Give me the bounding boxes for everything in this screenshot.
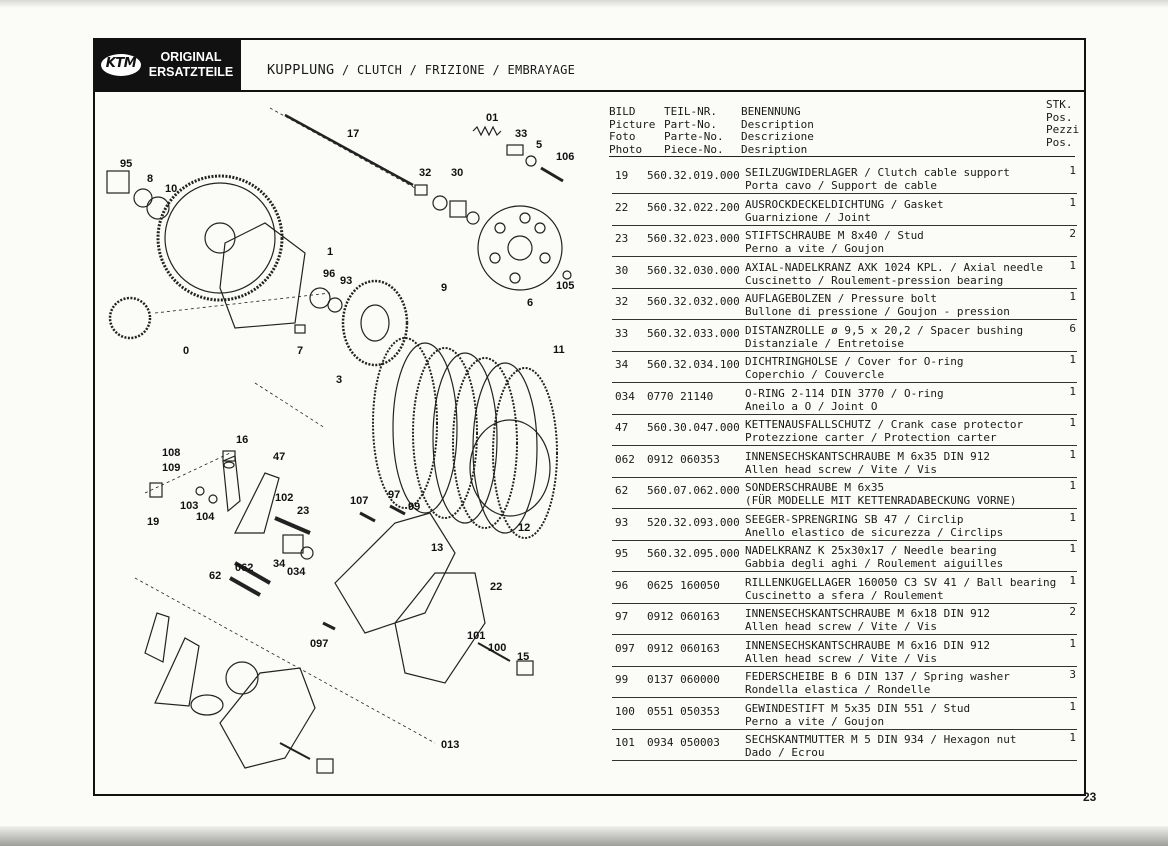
parts-row [612,510,1082,542]
clutch-plate-pack [373,338,557,538]
part-number: 560.32.034.100 [647,358,740,371]
part-number: 0770 21140 [647,389,714,403]
washer-104 [209,495,217,503]
part-quantity: 1 [1069,510,1076,524]
inner-hub-3 [343,281,407,365]
parts-list [612,163,1082,762]
part-number: 0912 060163 [647,610,720,623]
pressure-bolt-32 [415,185,427,195]
needle-bearing-95 [107,171,129,193]
callout-0: 0 [183,345,190,357]
callout-01: 01 [486,112,499,124]
part-description: INNENSECHSKANTSCHRAUBE M 6x18 DIN 912 [745,607,991,620]
callout-15: 15 [517,651,530,663]
part-quantity: 1 [1069,384,1076,398]
callout-6: 6 [527,297,534,309]
part-picture-number: 22 [615,200,629,214]
clutch-basket-1 [220,223,305,328]
part-description: SONDERSCHRAUBE M 6x35 [745,481,885,494]
part-description-translation: Anello elastico de sicurezza / Circlips [745,525,1004,539]
callout-10: 10 [165,183,178,195]
callout-1: 1 [327,246,334,258]
part-description: AUFLAGEBOLZEN / Pressure bolt [745,292,938,305]
part-picture-number: 62 [615,484,629,497]
parts-row [612,636,1082,668]
part-description-translation: Guarnizione / Joint [745,210,871,224]
part-description: DICHTRINGHOLSE / Cover for O-ring [745,355,964,368]
part-picture-number: 93 [615,515,629,529]
part-description-translation: Gabbia degli aghi / Roulement aiguilles [745,557,1004,570]
part-quantity: 1 [1069,542,1076,555]
part-quantity: 2 [1069,227,1076,240]
part-number: 0912 060163 [647,641,720,655]
part-quantity: 6 [1069,321,1076,335]
parts-row [612,573,1082,605]
logo-brand: KTM [105,56,137,71]
callout-8: 8 [147,173,154,185]
part-description: NADELKRANZ K 25x30x17 / Needle bearing [745,544,997,557]
part-quantity: 1 [1069,479,1076,492]
callout-62: 62 [209,570,222,582]
part-quantity: 1 [1069,258,1076,272]
oring-cover-34 [283,535,303,553]
parts-row [612,541,1082,573]
parts-row [612,447,1082,479]
callout-7: 7 [297,345,304,357]
callout-13: 13 [431,542,444,554]
part-description: FEDERSCHEIBE B 6 DIN 137 / Spring washer [745,670,1010,683]
oring-cover-lower [191,695,223,715]
bolt-106 [541,168,563,181]
part-description: DISTANZROLLE ø 9,5 x 20,2 / Spacer bushing [745,323,1024,337]
stud-lower [280,743,310,759]
callout-104: 104 [196,511,215,523]
part-description: STIFTSCHRAUBE M 8x40 / Stud [745,229,924,242]
part-picture-number: 23 [615,232,629,245]
callout-33: 33 [515,128,528,140]
part-description-translation: Allen head screw / Vite / Vis [745,620,938,633]
part-description: INNENSECHSKANTSCHRAUBE M 6x16 DIN 912 [745,638,991,652]
part-number: 560.32.030.000 [647,263,740,277]
part-description-translation: Cuscinetto / Roulement-pression bearing [745,273,1004,287]
parts-row [612,226,1082,258]
part-quantity: 1 [1069,290,1076,303]
part-quantity: 1 [1069,447,1076,461]
row-rule [612,760,1077,761]
part-picture-number: 062 [615,452,635,466]
part-picture-number: 97 [615,610,629,623]
parts-row [612,258,1082,290]
part-description: KETTENAUSFALLSCHUTZ / Crank case protector [745,418,1024,431]
callout-97: 97 [388,489,401,501]
exploded-clutch-diagram [95,93,599,793]
callout-5: 5 [536,139,543,151]
callout-105: 105 [556,280,575,292]
washer-5 [526,156,536,166]
scan-edge-top [0,0,1168,8]
bearing-lower [226,662,258,694]
parts-row [612,289,1082,321]
callout-93: 93 [340,275,353,287]
column-header-benennung: BENENNUNG Description Descrizione Desription [741,105,814,156]
part-description-translation: Allen head screw / Vite / Vis [745,462,938,476]
part-description: GEWINDESTIFT M 5x35 DIN 551 / Stud [745,701,971,715]
part-description-translation: Perno a vite / Goujon [745,242,885,255]
kickstart-gear [110,298,150,338]
part-description: AUSROCKDECKELDICHTUNG / Gasket [745,197,944,211]
part-picture-number: 100 [615,704,635,718]
page-title-primary: KUPPLUNG [267,62,335,78]
column-header-stk: STK. Pos. Pezzi Pos. [1046,98,1080,149]
parts-row [612,384,1082,416]
callout-103: 103 [180,500,199,512]
ktm-logo [95,40,241,90]
spacer-33 [507,145,523,155]
bearing-96 [310,288,330,308]
part-description: AXIAL-NADELKRANZ AXK 1024 KPL. / Axial needle [745,260,1044,274]
screw-62 [230,578,260,595]
part-picture-number: 30 [615,263,629,277]
callout-12: 12 [518,522,531,534]
part-description: SEILZUGWIDERLAGER / Clutch cable support [745,166,1010,179]
part-description-translation: Perno a vite / Goujon [745,714,885,728]
part-description-translation: Bullone di pressione / Goujon - pression [745,305,1010,318]
part-picture-number: 097 [615,641,635,655]
screw-103 [196,487,204,495]
part-number: 0934 050003 [647,736,720,749]
washer-30a [433,196,447,210]
part-number: 560.32.095.000 [647,547,740,560]
callout-034: 034 [287,566,306,578]
part-description: RILLENKUGELLAGER 160050 C3 SV 41 / Ball bearing [745,575,1057,589]
part-description-translation: Distanziale / Entretoise [745,336,904,350]
part-picture-number: 99 [615,673,629,686]
part-number: 0551 050353 [647,704,720,718]
page-title [267,62,575,78]
part-number: 560.07.062.000 [647,484,740,497]
washer-8 [134,189,152,207]
header-bar [95,40,1084,92]
callout-99: 99 [408,501,421,513]
part-picture-number: 95 [615,547,629,560]
callout-23: 23 [297,505,310,517]
page-title-translations: / CLUTCH / FRIZIONE / EMBRAYAGE [334,63,576,77]
callout-30: 30 [451,167,464,179]
part-picture-number: 96 [615,578,629,592]
washer-109 [224,462,234,468]
callout-013: 013 [441,739,460,751]
part-picture-number: 47 [615,421,629,434]
part-number: 0137 060000 [647,673,720,686]
clutch-adjuster-15 [517,661,533,675]
parts-row [612,415,1082,447]
callout-109: 109 [162,462,181,474]
spring-01 [473,127,501,135]
part-picture-number: 19 [615,169,629,182]
callout-34: 34 [273,558,286,570]
part-picture-number: 034 [615,389,635,403]
part-number: 0625 160050 [647,578,720,592]
part-description: O-RING 2-114 DIN 3770 / O-ring [745,386,944,400]
callout-097: 097 [310,638,329,650]
part-quantity: 2 [1069,605,1076,618]
bolt-7 [295,325,305,333]
header-rule [609,156,1075,157]
callout-101: 101 [467,630,486,642]
part-description-translation: Porta cavo / Support de cable [745,179,938,192]
part-description-translation: Rondella elastica / Rondelle [745,683,931,696]
part-picture-number: 33 [615,326,629,340]
callout-11: 11 [553,344,565,356]
exploded-view-drawing [95,93,599,793]
part-number: 0912 060353 [647,452,720,466]
part-description-translation: Protezzione carter / Protection carter [745,431,997,444]
scan-edge-bottom [0,826,1168,846]
parts-row [612,604,1082,636]
circlip-93 [328,298,342,312]
part-picture-number: 101 [615,736,635,749]
column-header-bild: BILD Picture Foto Photo [609,105,656,156]
part-quantity: 1 [1069,195,1076,209]
parts-row [612,478,1082,510]
parts-row [612,321,1082,353]
parts-row [612,730,1082,762]
part-picture-number: 34 [615,358,629,371]
part-quantity: 1 [1069,573,1076,587]
crank-protector-47 [235,473,279,533]
part-description-translation: Allen head screw / Vite / Vis [745,651,938,665]
bracket-16 [223,456,240,511]
clutch-cover-22 [395,573,485,683]
part-description-translation: Coperchio / Couvercle [745,368,885,381]
protector-lower [155,638,199,706]
part-quantity: 1 [1069,699,1076,713]
part-description-translation: Cuscinetto a sfera / Roulement [745,588,944,602]
callout-108: 108 [162,447,181,459]
part-quantity: 1 [1069,416,1076,429]
callout-22: 22 [490,581,503,593]
callout-3: 3 [336,374,343,386]
callout-96: 96 [323,268,336,280]
callout-16: 16 [236,434,249,446]
adjuster-lower [317,759,333,773]
part-quantity: 1 [1069,636,1076,650]
parts-row [612,163,1082,195]
part-description-translation: Dado / Ecrou [745,746,825,759]
callout-19: 19 [147,516,160,528]
parts-row [612,667,1082,699]
circlip-105 [563,271,571,279]
callout-32: 32 [419,167,432,179]
part-picture-number: 32 [615,295,629,308]
logo-text-ersatzteile: ERSATZTEILE [148,65,234,79]
part-quantity: 1 [1069,731,1076,744]
part-description-translation: (FÜR MODELLE MIT KETTENRADABECKUNG VORNE) [745,494,1017,507]
part-number: 560.32.023.000 [647,232,740,245]
callout-102: 102 [275,492,294,504]
logo-text-original: ORIGINAL [160,50,222,64]
callout-062: 062 [235,562,254,574]
needle-bearing-30 [450,201,466,217]
part-number: 560.30.047.000 [647,421,740,434]
part-description-translation: Aneilo a O / Joint O [745,399,878,413]
column-header-teil-nr: TEIL-NR. Part-No. Parte-No. Piece-No. [664,105,724,156]
callout-106: 106 [556,151,575,163]
callout-100: 100 [488,642,507,654]
part-description: SEEGER-SPRENGRING SB 47 / Circlip [745,512,964,526]
part-number: 560.32.033.000 [647,326,740,340]
page-number: 23 [1083,790,1097,804]
part-number: 560.32.032.000 [647,295,740,308]
part-quantity: 1 [1069,164,1076,177]
parts-row [612,699,1082,731]
parts-row [612,195,1082,227]
part-number: 560.32.019.000 [647,169,740,182]
part-quantity: 1 [1069,353,1076,366]
callout-47: 47 [273,451,286,463]
screw-107 [360,513,375,521]
part-number: 560.32.022.200 [647,200,740,214]
callout-17: 17 [347,128,360,140]
parts-row [612,352,1082,384]
part-description: SECHSKANTMUTTER M 5 DIN 934 / Hexagon nut [745,733,1017,746]
pushrod-17 [285,115,413,185]
stud-23 [275,518,310,533]
bracket-lower [145,613,169,662]
part-description: INNENSECHSKANTSCHRAUBE M 6x35 DIN 912 [745,449,991,463]
screw-097 [323,623,335,629]
callout-9: 9 [441,282,448,294]
part-quantity: 3 [1069,668,1076,681]
nut-108 [223,451,235,461]
part-number: 520.32.093.000 [647,515,740,529]
callout-107: 107 [350,495,369,507]
washer-30b [467,212,479,224]
callout-95: 95 [120,158,133,170]
